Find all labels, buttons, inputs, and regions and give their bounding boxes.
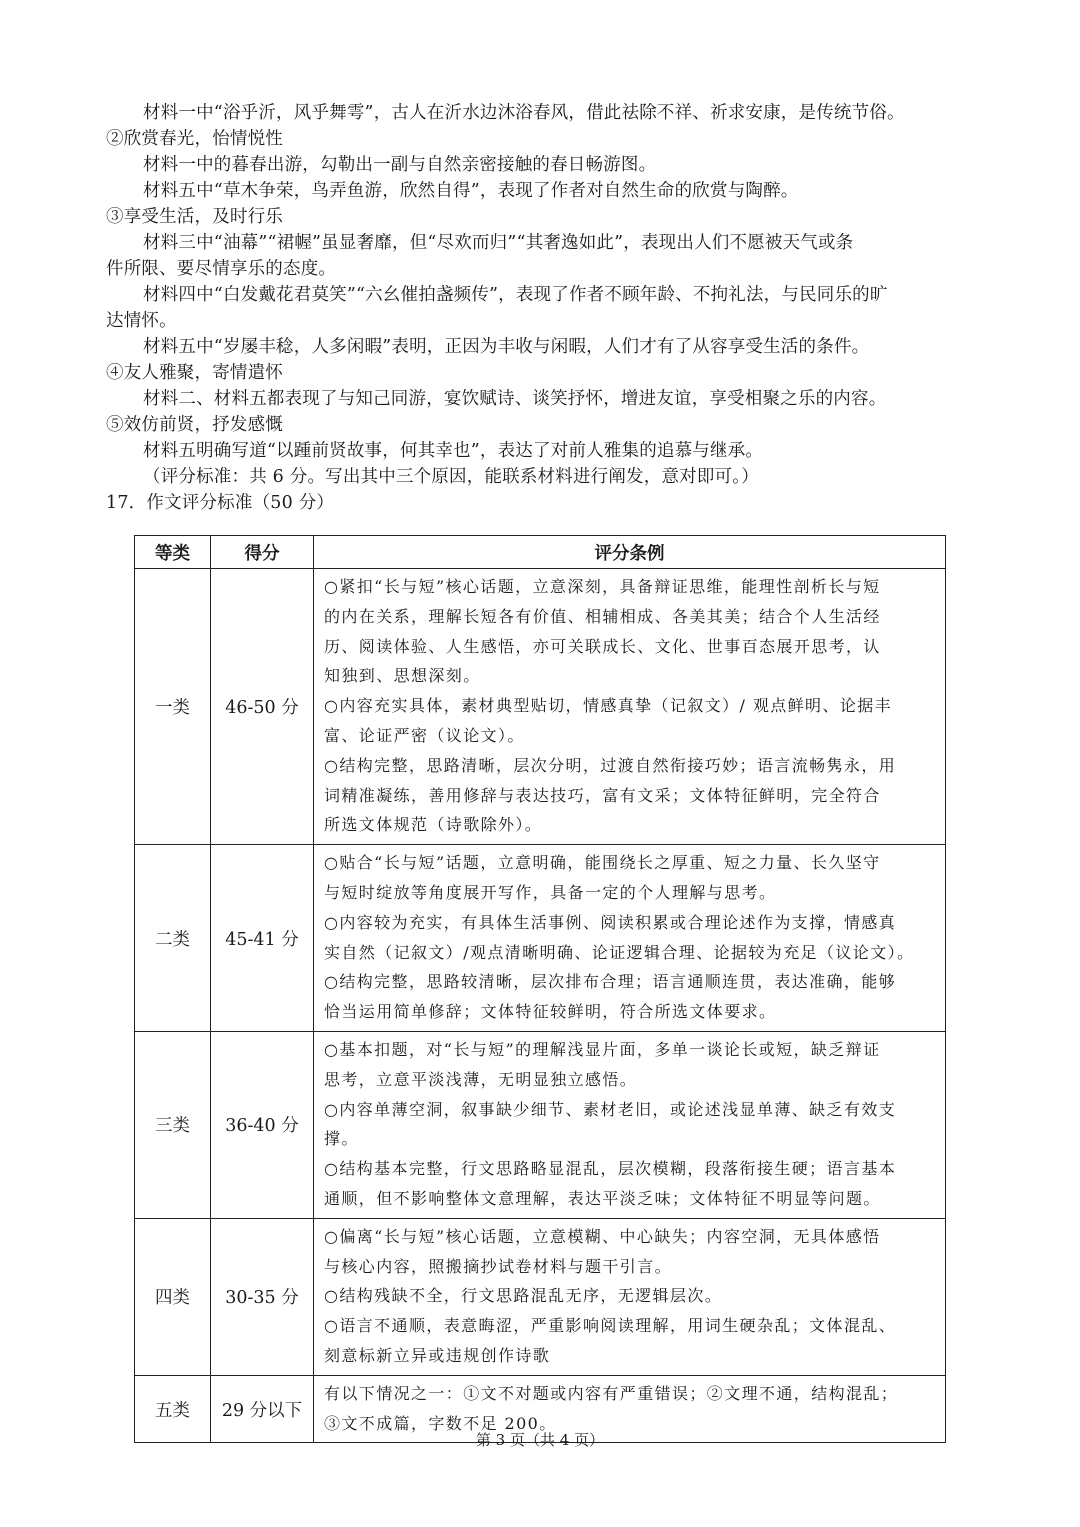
- category-cell: 二类: [135, 845, 211, 1032]
- criteria-line: ○基本扣题，对“长与短”的理解浅显片面，多单一谈论长或短，缺乏辩证: [324, 1039, 881, 1059]
- text-line: 材料四中“白发戴花君莫笑”“六幺催拍盏频传”，表现了作者不顾年龄、不拘礼法，与民同乐的旷: [143, 285, 888, 305]
- score-cell: 36-40 分: [211, 1031, 314, 1218]
- criteria-line: ○结构残缺不全，行文思路混乱无序，无逻辑层次。: [324, 1286, 723, 1306]
- criteria-line: 与短时绽放等角度展开写作，具备一定的个人理解与思考。: [324, 882, 777, 902]
- score-cell: 46-50 分: [211, 569, 314, 845]
- criteria-line: ○贴合“长与短”话题，立意明确，能围绕长之厚重、短之力量、长久坚守: [324, 853, 881, 873]
- category-cell: 四类: [135, 1218, 211, 1375]
- criteria-line: ○偏离“长与短”核心话题，立意模糊、中心缺失；内容空洞，无具体感悟: [324, 1226, 881, 1246]
- text-line: ④友人雅聚，寄情遣怀: [106, 363, 283, 383]
- text-line: ③享受生活，及时行乐: [106, 207, 283, 227]
- text-line: （评分标准：共 6 分。写出其中三个原因，能联系材料进行阐发，意对即可。）: [143, 467, 759, 487]
- text-line: 17．作文评分标准（50 分）: [106, 493, 335, 513]
- criteria-line: 实自然（记叙文）/观点清晰明确、论证逻辑合理、论据较为充足（议论文）。: [324, 942, 915, 962]
- criteria-cell: [314, 569, 946, 845]
- criteria-line: 思考，立意平淡浅薄，无明显独立感悟。: [324, 1069, 638, 1089]
- header-criteria: 评分条例: [314, 536, 946, 569]
- score-cell: 30-35 分: [211, 1218, 314, 1375]
- table-row: [135, 569, 946, 845]
- criteria-line: ○紧扣“长与短”核心话题，立意深刻，具备辩证思维，能理性剖析长与短: [324, 577, 881, 596]
- criteria-line: 富、论证严密（议论文）。: [324, 725, 525, 745]
- text-line: ②欣赏春光，怡情悦性: [106, 129, 283, 149]
- score-cell: 45-41 分: [211, 845, 314, 1032]
- category-cell: 一类: [135, 569, 211, 845]
- criteria-line: 知独到、思想深刻。: [324, 666, 481, 686]
- text-line: 材料五中“草木争荣，鸟弄鱼游，欣然自得”，表现了作者对自然生命的欣赏与陶醉。: [143, 181, 799, 201]
- header-category: 等类: [135, 536, 211, 569]
- criteria-line: 恰当运用简单修辞；文体特征较鲜明，符合所选文体要求。: [324, 1002, 777, 1022]
- table-row: [135, 1031, 946, 1218]
- text-line: 达情怀。: [106, 311, 177, 331]
- criteria-line: 撑。: [324, 1129, 359, 1149]
- criteria-line: 词精准凝练，善用修辞与表达技巧，富有文采；文体特征鲜明，完全符合: [324, 785, 881, 805]
- criteria-line: 与核心内容，照搬摘抄试卷材料与题干引言。: [324, 1256, 673, 1276]
- header-score: 得分: [211, 536, 314, 569]
- criteria-cell: [314, 1031, 946, 1218]
- score-cell: 29 分以下: [211, 1375, 314, 1443]
- criteria-line: ○结构完整，思路较清晰，层次排布合理；语言通顺连贯，表达准确，能够: [324, 972, 897, 992]
- table-header-row: [135, 536, 946, 569]
- text-line: 材料五明确写道“以踵前贤故事，何其幸也”，表达了对前人雅集的追慕与继承。: [143, 441, 764, 461]
- criteria-line: 的内在关系，理解长短各有价值、相辅相成、各美其美；结合个人生活经: [324, 606, 881, 626]
- criteria-line: ○结构完整，思路清晰，层次分明，过渡自然衔接巧妙；语言流畅隽永，用: [324, 755, 897, 775]
- criteria-cell: [314, 845, 946, 1032]
- criteria-line: 历、阅读体验、人生感悟，亦可关联成长、文化、世事百态展开思考，认: [324, 636, 881, 656]
- criteria-line: 有以下情况之一：①文不对题或内容有严重错误；②文理不通，结构混乱；: [324, 1383, 899, 1403]
- criteria-line: 刻意标新立异或违规创作诗歌: [324, 1345, 551, 1365]
- essay-scoring-table: [134, 535, 946, 1443]
- text-line: 材料一中的暮春出游，勾勒出一副与自然亲密接触的春日畅游图。: [143, 155, 657, 175]
- text-line: 材料五中“岁屡丰稔，人多闲暇”表明，正因为丰收与闲暇，人们才有了从容享受生活的条件。: [143, 337, 870, 357]
- text-line: 件所限、要尽情享乐的态度。: [106, 259, 337, 279]
- category-cell: 三类: [135, 1031, 211, 1218]
- criteria-line: ○结构基本完整，行文思路略显混乱，层次模糊，段落衔接生硬；语言基本: [324, 1159, 897, 1179]
- criteria-cell: [314, 1218, 946, 1375]
- answer-text-block: [106, 100, 984, 516]
- criteria-line: ○语言不通顺，表意晦涩，严重影响阅读理解，用词生硬杂乱；文体混乱、: [324, 1316, 897, 1336]
- criteria-line: 所选文体规范（诗歌除外）。: [324, 815, 543, 835]
- criteria-line: ○内容单薄空洞，叙事缺少细节、素材老旧，或论述浅显单薄、缺乏有效支: [324, 1099, 897, 1119]
- text-line: 材料三中“油幕”“裙幄”虽显奢靡，但“尽欢而归”“其奢逸如此”，表现出人们不愿被天气或条: [143, 233, 854, 253]
- page-footer: 第 3 页（共 4 页）: [475, 1431, 605, 1449]
- text-line: ⑤效仿前贤，抒发感慨: [106, 415, 283, 435]
- table-row: [135, 1218, 946, 1375]
- criteria-line: ○内容较为充实，有具体生活事例、阅读积累或合理论述作为支撑，情感真: [324, 912, 897, 932]
- table-row: [135, 845, 946, 1032]
- criteria-line: ○内容充实具体，素材典型贴切，情感真挚（记叙文）/ 观点鲜明、论据丰: [324, 696, 893, 716]
- text-line: 材料二、材料五都表现了与知己同游，宴饮赋诗、谈笑抒怀，增进友谊，享受相聚之乐的内容。: [143, 389, 887, 409]
- criteria-line: ③文不成篇，字数不足 200。: [324, 1413, 557, 1433]
- criteria-line: 通顺，但不影响整体文意理解，表达平淡乏味；文体特征不明显等问题。: [324, 1188, 881, 1208]
- category-cell: 五类: [135, 1375, 211, 1443]
- text-line: 材料一中“浴乎沂，风乎舞雩”，古人在沂水边沐浴春风，借此祛除不祥、祈求安康，是传统节俗。: [143, 103, 905, 123]
